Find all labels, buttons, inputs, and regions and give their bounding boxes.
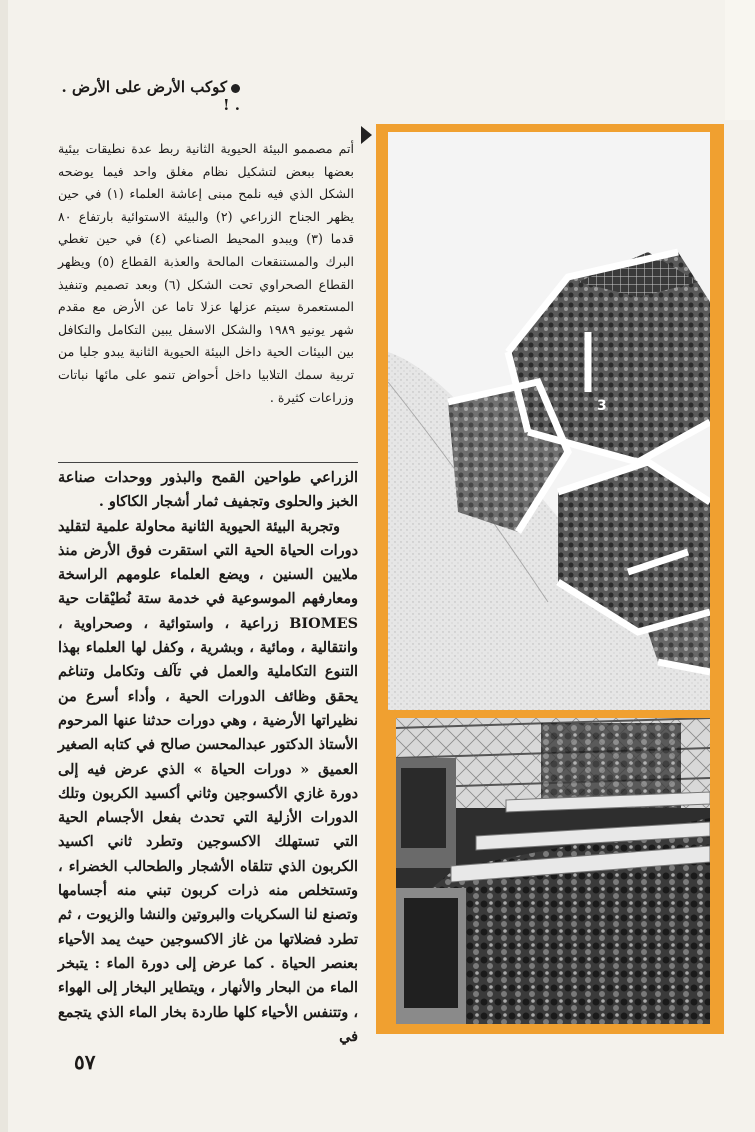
biosphere-model-image: [388, 132, 710, 710]
caption-arrow-icon: [361, 126, 372, 144]
greenhouse-photo: [396, 718, 710, 1024]
page-corner: [725, 0, 755, 120]
article-body: [58, 466, 358, 1049]
greenhouse-image: [396, 718, 710, 1024]
running-header: [60, 78, 240, 114]
section-divider: [58, 462, 358, 463]
bullet-icon: [231, 84, 240, 93]
running-header-title: كوكب الأرض على الأرض . . !: [61, 78, 240, 114]
page-edge: [0, 0, 8, 1132]
body-paragraph: الزراعي طواحين القمح والبذور ووحدات صناعة الخبز والحلوى وتجفيف ثمار أشجار الكاكاو .: [58, 469, 358, 511]
page-number: ٥٧: [74, 1050, 96, 1074]
photo-label-3: 3: [597, 398, 607, 414]
body-paragraph: وتجربة البيئة الحيوية الثانية محاولة علمية لتقليد دورات الحياة الحية التي استقرت فوق الأرض منذ ملايين السنين ، ويضع العلماء علومهم الراسخة ومعارفهم الموسوعية في خدمة ستة نُطيْقات حية BIOMES زراعية ، واستوائية ، وصحراوية ، وانتقالية ، ومائية ، وبشرية ، وكفل لها العلماء بهذا التنوع التكاملية والعمل في تآلف وتكامل وتناغم يحقق وظائف الدورات الحية ، وأداء أسرع من نظيراتها الأرضية ، وهي دورات حدثنا عنها المرحوم الأستاذ الدكتور عبدالمحسن صالح في كتابه الصغير العميق « دورات الحياة » الذي عرض فيه إلى دورة غازي الأكسوجين وثاني أكسيد الكربون وتلك الدورات الأزلية التي تحدث بفعل الأجسام الحية التي تستهلك الاكسوجين وتطرد ثاني اكسيد الكربون الذي تتلقاه الأشجار والطحالب الخضراء ، وتستخلص منه ذرات كربون تبني منه أجسامها وتصنع لنا السكريات والبروتين والنشا والزيوت ، ثم تطرد فضلاتها من غاز الاكسوجين حيث يمد الأحياء بعنصر الحياة . كما عرض إلى دورة الماء : يتبخر الماء من البحار والأنهار ، ويتطاير البخار إلى الهواء ، وتتنفس الأحياء كلها طاردة بخار الماء الذي يتجمع في: [58, 517, 358, 1045]
photo-caption: أتم مصممو البيئة الحيوية الثانية ربط عدة نطيقات بيئية بعضها ببعض لتشكيل نظام مغلق واحد فيما يوضحه الشكل الذي فيه نلمح مبنى إعاشة العلماء (١) في حين يظهر الجناح الزراعي (٢) والبيئة الاستوائية بارتفاع ٨٠ قدما (٣) ويبدو المحيط الصناعي (٤) في حين تغطي البرك والمستنقعات المالحة والعذبة القطاع (٥) ويظهر القطاع الصحراوي تحت الشكل (٦) وبعد تصميم وتنفيذ المستعمرة سيتم عزلها عزلا تاما عن الأرض مع مقدم شهر يونيو ١٩٨٩ والشكل الاسفل يبين التكامل والتكافل بين البيئات الحية داخل البيئة الحيوية الثانية يبدو جليا من تربية سمك التلابيا داخل أحواض تنمو على مائها نباتات وزراعات كثيرة .: [58, 141, 355, 405]
biosphere-model-photo: [388, 132, 710, 710]
